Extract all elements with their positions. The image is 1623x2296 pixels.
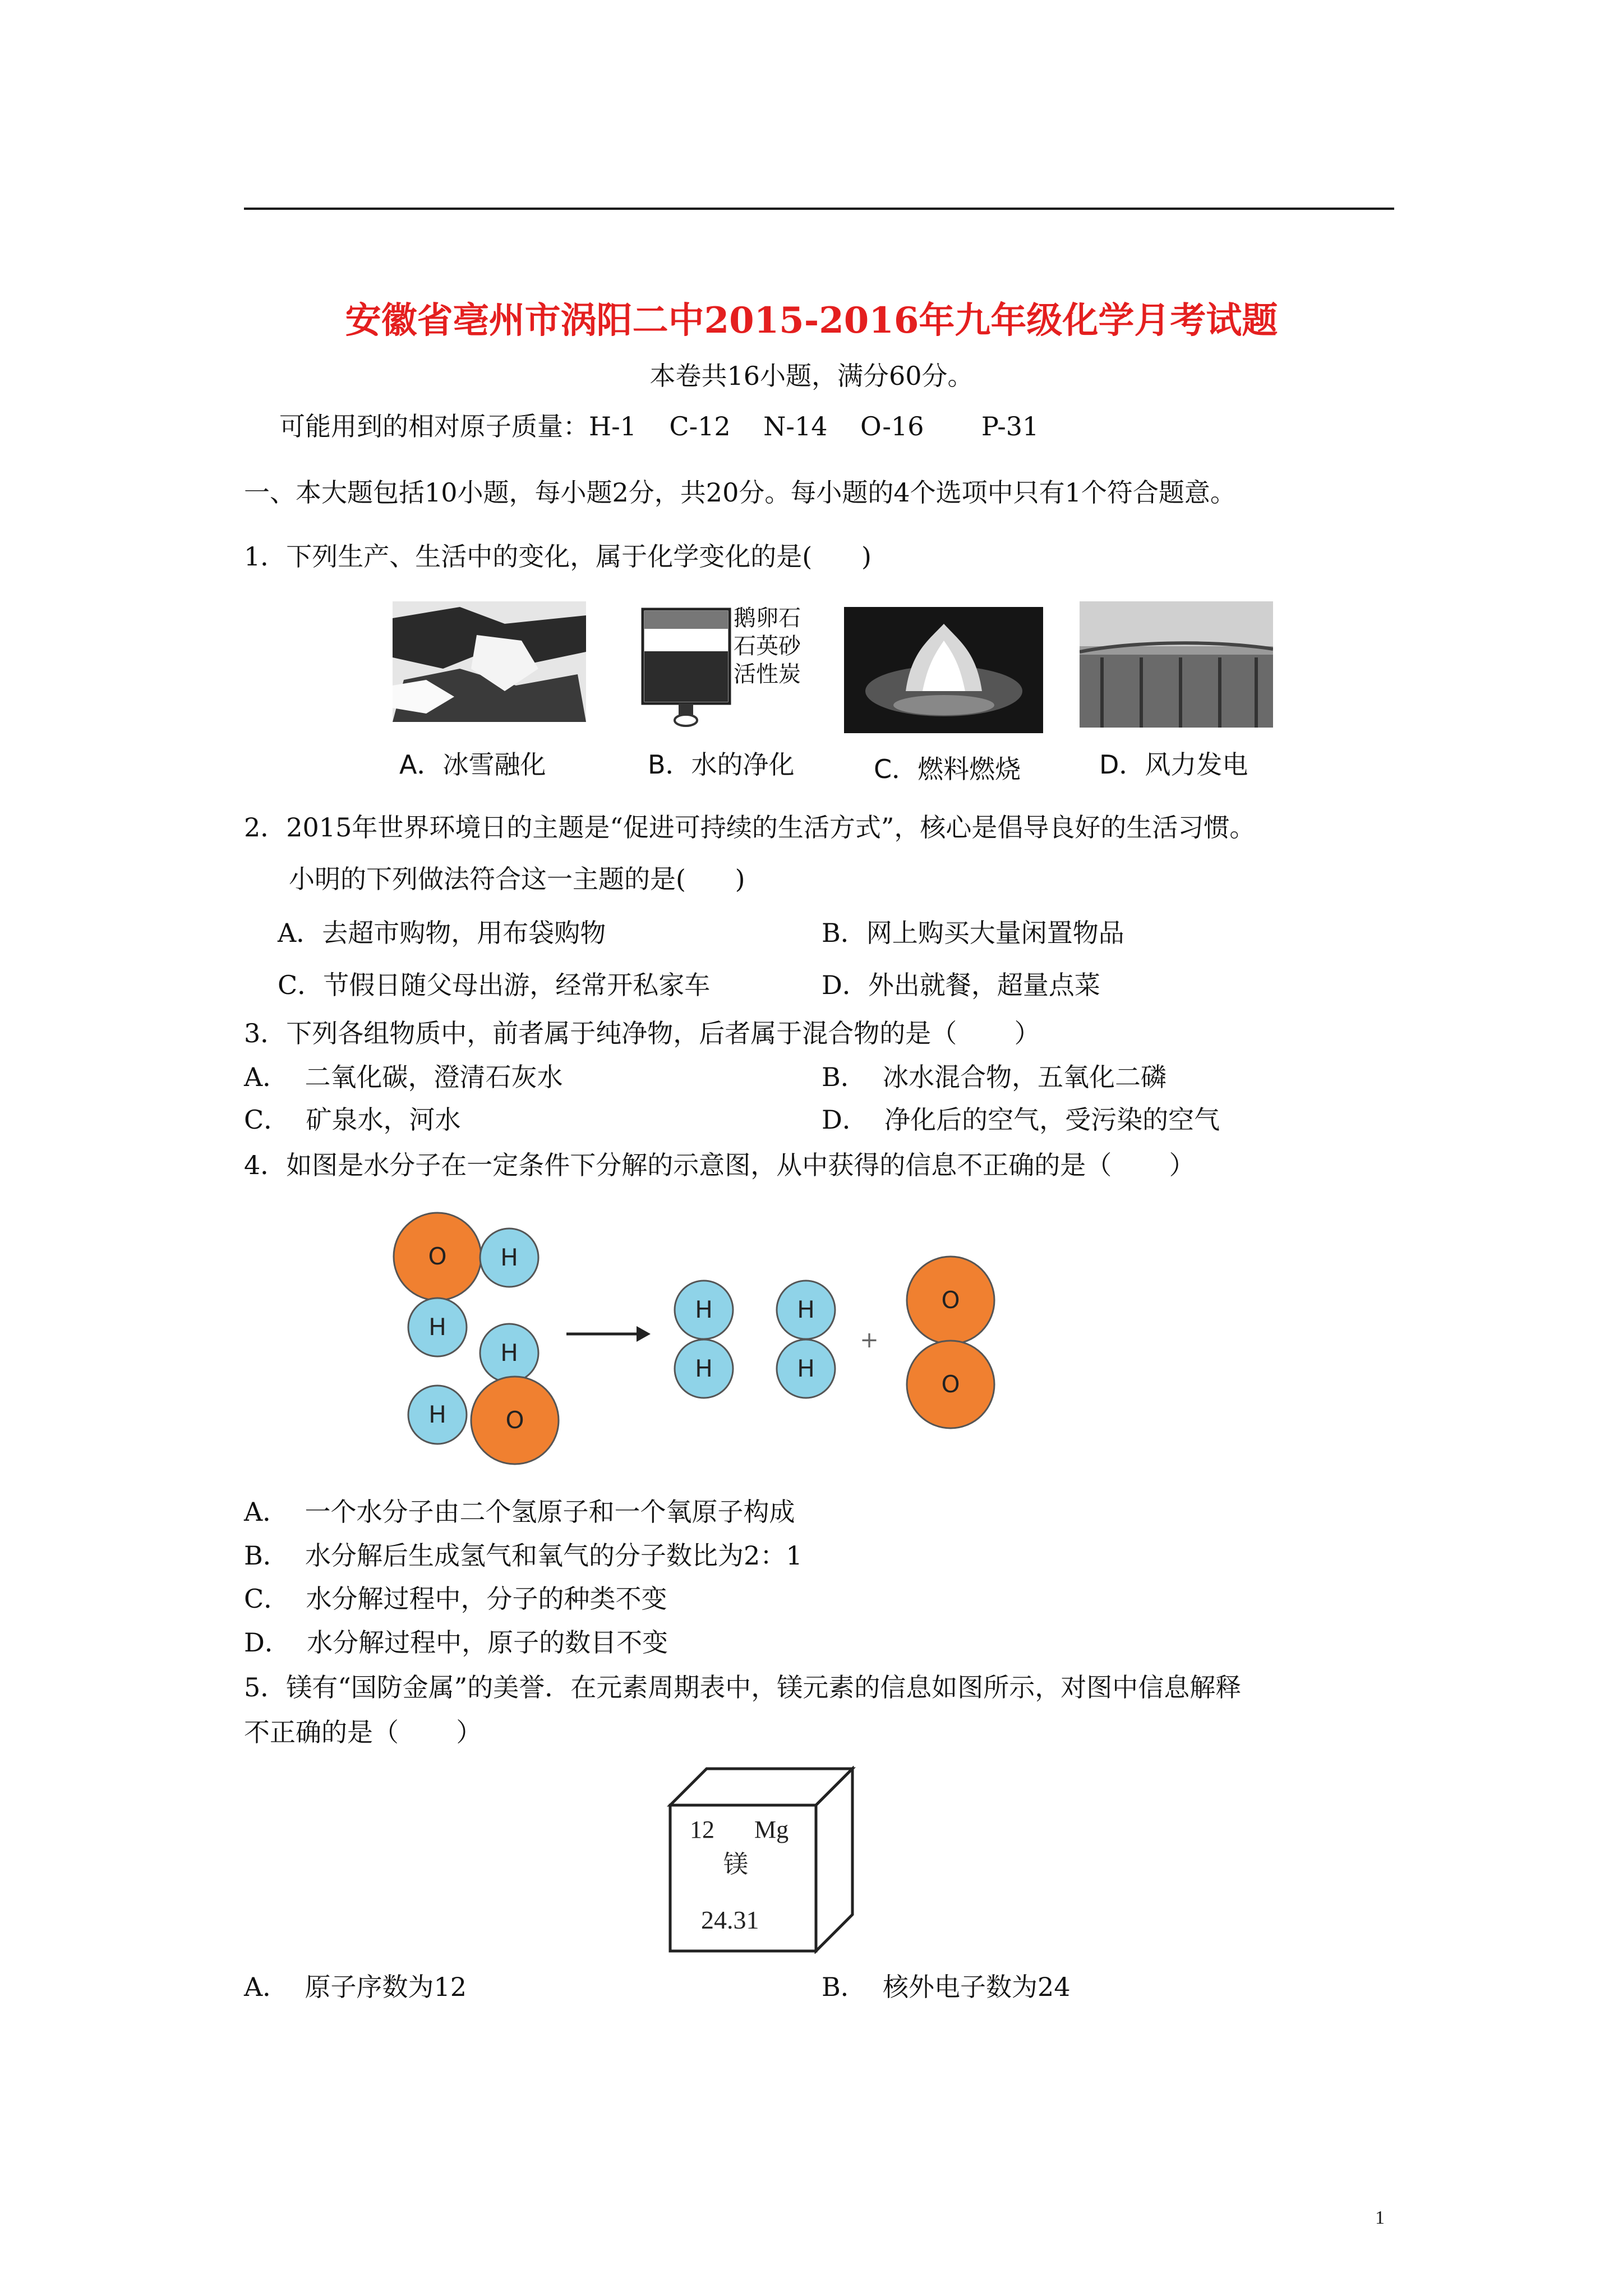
atom-label: H	[695, 1296, 713, 1323]
q3-option-c: C． 矿泉水，河水	[244, 1105, 461, 1135]
atom-h	[408, 1298, 467, 1356]
atom-label: H	[500, 1244, 518, 1271]
question-2-stem-line2: 小明的下列做法符合这一主题的是( )	[289, 864, 745, 894]
atom-o	[471, 1377, 559, 1464]
exam-title: 安徽省亳州市涡阳二中2015-2016年九年级化学月考试题	[345, 300, 1278, 342]
q5-option-b: B． 核外电子数为24	[822, 1972, 1071, 2002]
water-decomposition-diagram	[387, 1206, 1015, 1470]
q4-option-c: C． 水分解过程中，分子的种类不变	[244, 1584, 667, 1614]
atomic-masses: 可能用到的相对原子质量：H-1 C-12 N-14 O-16 P-31	[279, 411, 1039, 441]
q2-option-d: D．外出就餐，超量点菜	[822, 970, 1100, 1000]
atom-label: H	[695, 1355, 713, 1382]
q3-option-b: B． 冰水混合物，五氧化二磷	[822, 1062, 1167, 1092]
arrow-head	[637, 1326, 651, 1342]
exam-subtitle: 本卷共16小题，满分60分。	[649, 361, 974, 391]
q1-caption-c: C．燃料燃烧	[874, 754, 1021, 784]
element-name: 镁	[723, 1850, 748, 1879]
q2-option-a: A．去超市购物，用布袋购物	[278, 918, 606, 948]
q4-option-d: D． 水分解过程中，原子的数目不变	[244, 1627, 668, 1658]
atomic-mass: 24.31	[701, 1906, 759, 1934]
question-4-stem: 4．如图是水分子在一定条件下分解的示意图，从中获得的信息不正确的是（ ）	[244, 1150, 1195, 1180]
filter-label-activated-carbon: 活性炭	[734, 661, 801, 687]
q1-caption-b: B．水的净化	[648, 749, 795, 780]
atom-label: H	[428, 1313, 446, 1341]
magnesium-element-cell	[665, 1766, 858, 1954]
question-3-stem: 3．下列各组物质中，前者属于纯净物，后者属于混合物的是（ ）	[244, 1018, 1040, 1048]
atom-label: H	[797, 1355, 815, 1382]
q5-option-a: A． 原子序数为12	[244, 1972, 467, 2002]
atom-label: O	[941, 1286, 960, 1314]
atom-h	[675, 1340, 733, 1398]
atom-h	[777, 1340, 835, 1398]
atom-o	[907, 1341, 994, 1428]
page-number: 1	[1375, 2207, 1385, 2228]
fuel-burning-image	[844, 607, 1043, 733]
q4-option-b: B． 水分解后生成氢气和氧气的分子数比为2：1	[244, 1540, 803, 1571]
atom-label: O	[505, 1406, 524, 1434]
plus-sign: +	[860, 1327, 879, 1353]
filter-label-pebbles: 鹅卵石	[734, 605, 801, 631]
atom-label: O	[941, 1370, 960, 1398]
atom-label: H	[797, 1296, 815, 1323]
wind-power-image	[1080, 601, 1273, 728]
atom-h	[408, 1386, 467, 1444]
q2-option-b: B．网上购买大量闲置物品	[822, 918, 1124, 948]
filter-label-quartz-sand: 石英砂	[734, 633, 801, 659]
section-heading: 一、本大题包括10小题，每小题2分，共20分。每小题的4个选项中只有1个符合题意。	[244, 477, 1236, 508]
ice-melting-image	[393, 601, 586, 722]
q3-option-a: A． 二氧化碳，澄清石灰水	[244, 1062, 563, 1092]
atom-o	[907, 1257, 994, 1344]
atomic-number: 12	[690, 1816, 714, 1843]
question-5-stem-line1: 5．镁有“国防金属”的美誉．在元素周期表中，镁元素的信息如图所示，对图中信息解释	[244, 1672, 1242, 1703]
atom-o	[394, 1213, 481, 1300]
element-symbol: Mg	[754, 1816, 789, 1843]
atom-label: O	[428, 1243, 447, 1270]
q3-option-d: D． 净化后的空气，受污染的空气	[822, 1105, 1220, 1135]
atom-label: H	[428, 1401, 446, 1428]
atom-h	[675, 1281, 733, 1339]
question-2-stem-line1: 2．2015年世界环境日的主题是“促进可持续的生活方式”，核心是倡导良好的生活习惯。	[244, 812, 1256, 843]
question-1-stem: 1．下列生产、生活中的变化，属于化学变化的是( )	[244, 541, 872, 572]
q4-option-a: A． 一个水分子由二个氢原子和一个氧原子构成	[244, 1497, 795, 1527]
header-rule	[244, 208, 1394, 210]
atom-h	[777, 1281, 835, 1339]
q1-caption-d: D．风力发电	[1099, 749, 1248, 780]
question-5-stem-line2: 不正确的是（ ）	[244, 1717, 482, 1747]
water-filter-image	[639, 601, 735, 728]
atom-h	[480, 1324, 538, 1382]
q1-caption-a: A．冰雪融化	[399, 749, 546, 780]
q2-option-c: C．节假日随父母出游，经常开私家车	[278, 970, 711, 1000]
atom-label: H	[500, 1339, 518, 1366]
atom-h	[480, 1228, 538, 1287]
